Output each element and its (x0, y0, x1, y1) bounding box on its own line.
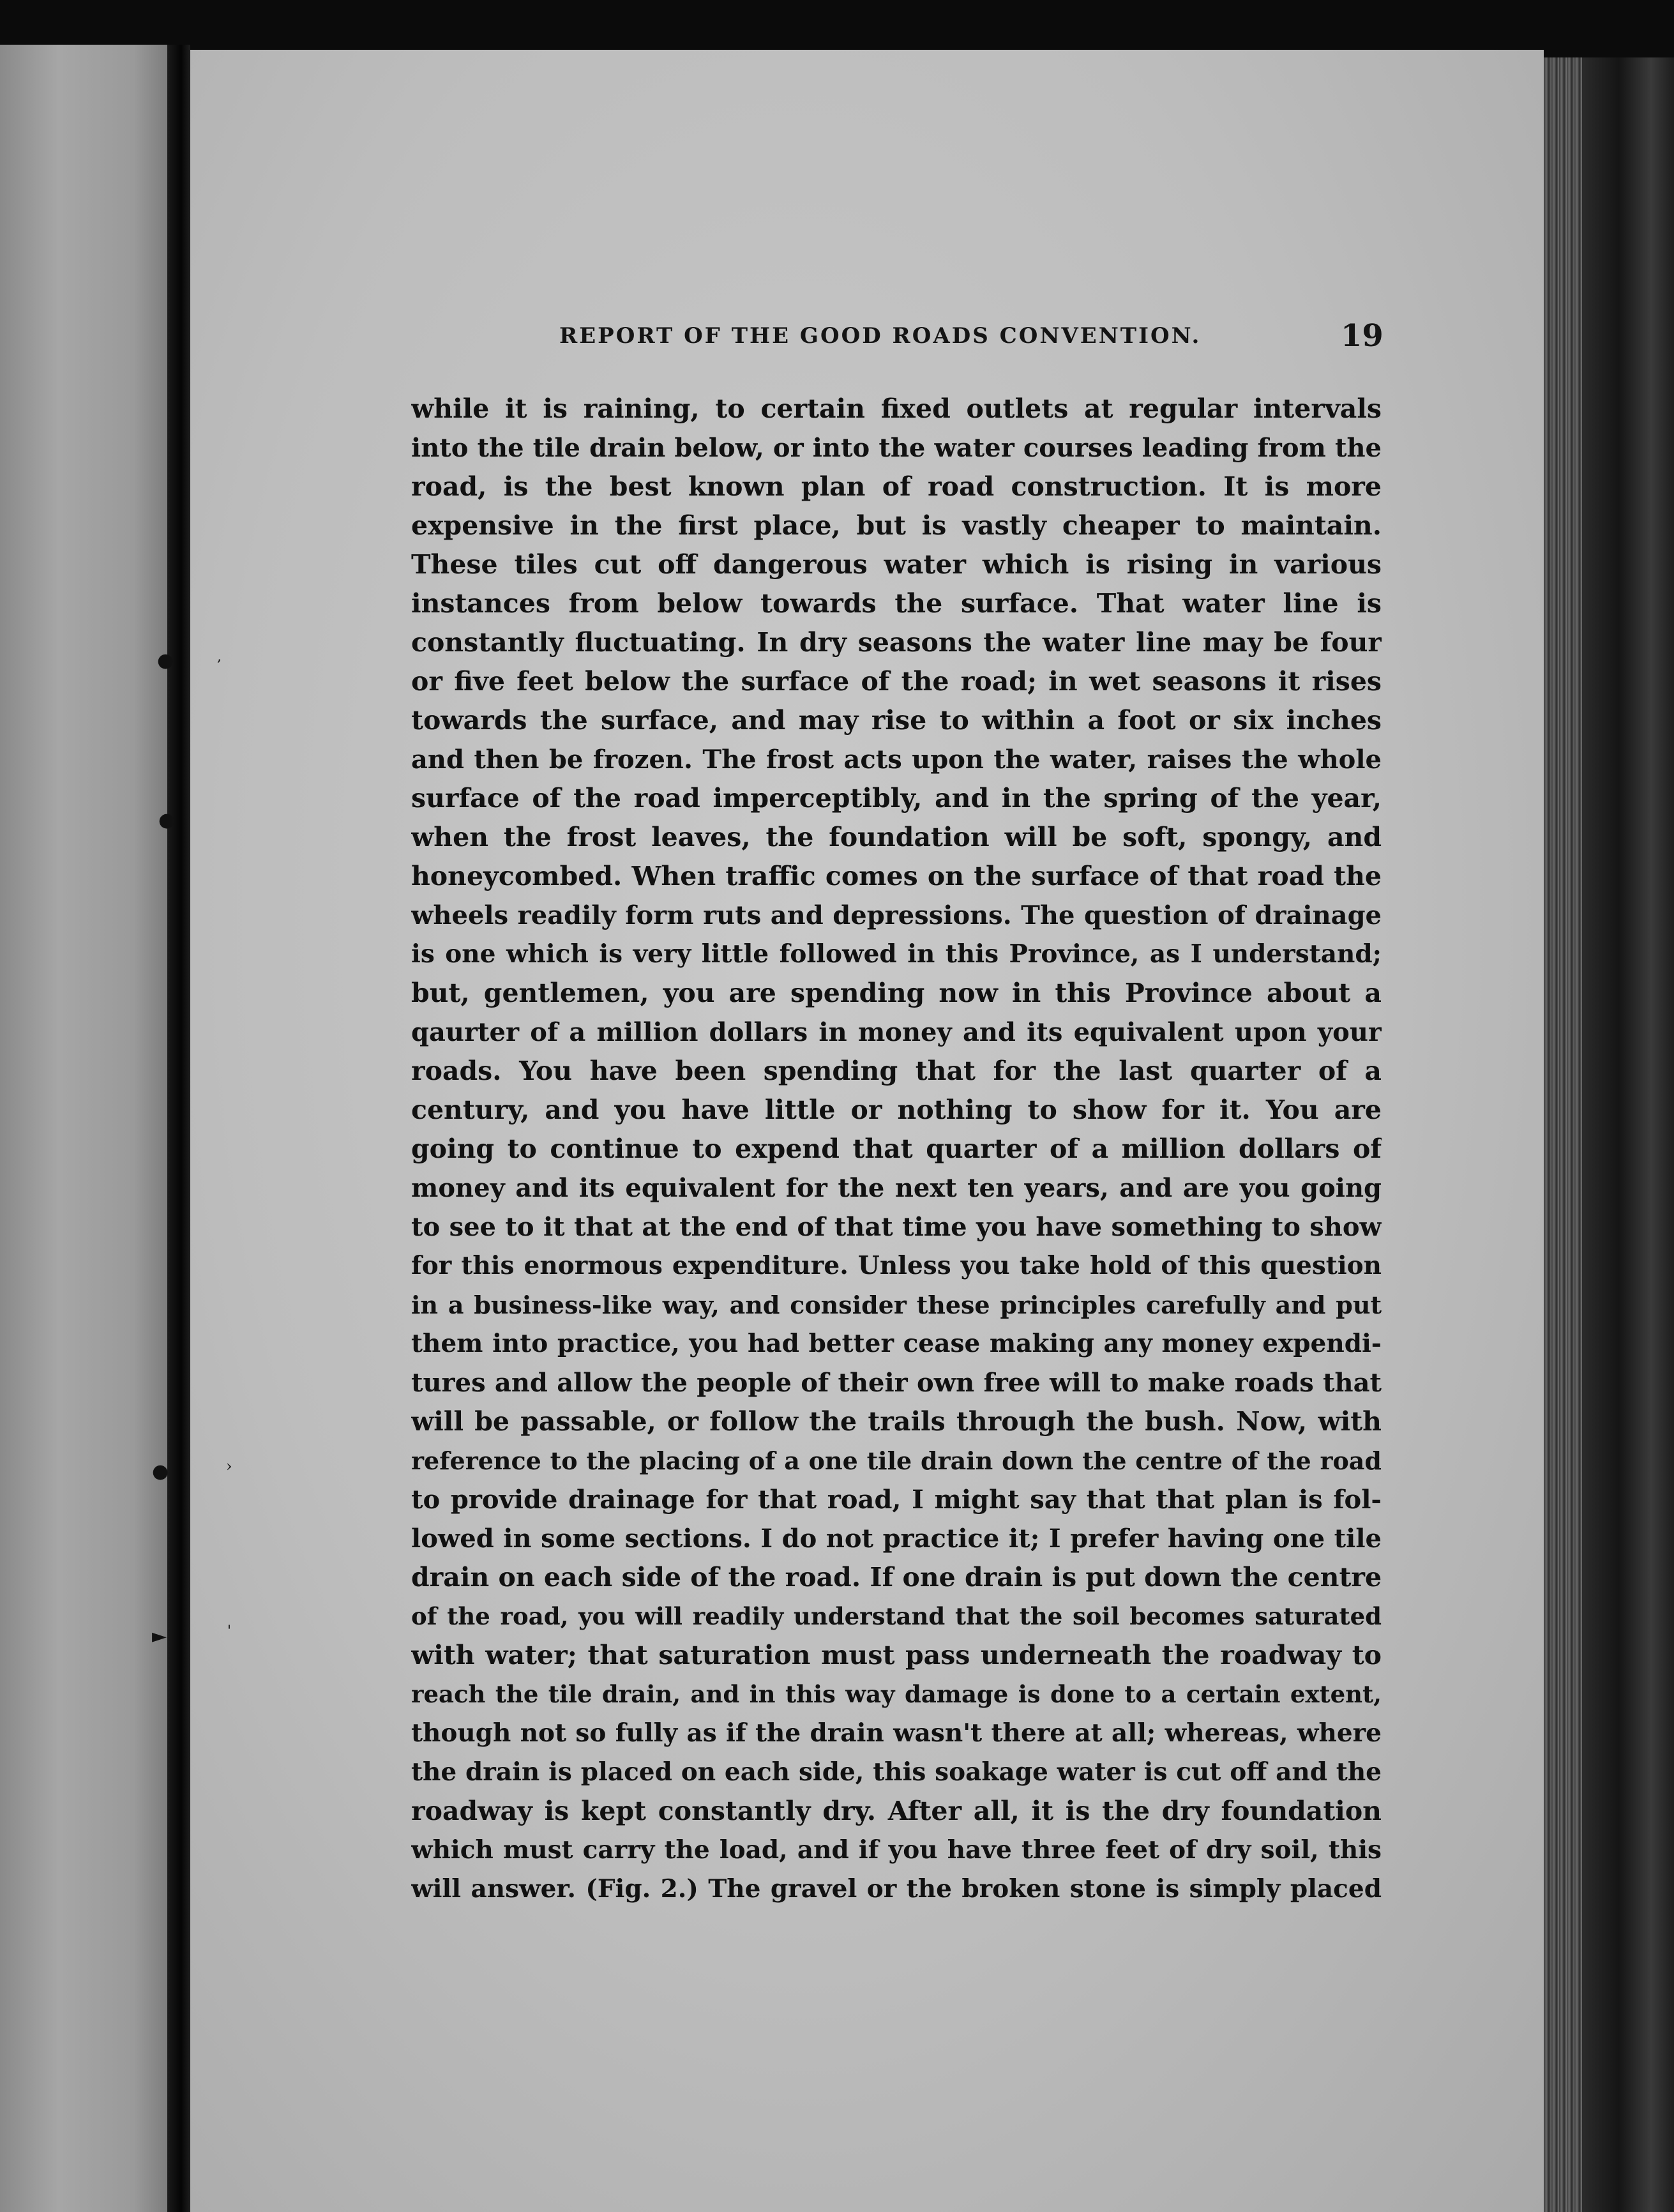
text-line: reach the tile drain, and in this way damage is done to a certain extent, (411, 1680, 1382, 1708)
page-number: 19 (1341, 318, 1384, 354)
margin-mark: › (226, 1457, 232, 1475)
text-line: roads. You have been spending that for the last quarter of a (411, 1056, 1382, 1086)
text-line: wheels readily form ruts and depressions. The question of drainage (411, 900, 1382, 930)
text-line: qaurter of a million dollars in money and its equivalent upon your (411, 1017, 1382, 1047)
margin-mark: ● (158, 809, 176, 831)
text-line: to provide drainage for that road, I might say that that plan is fol- (411, 1485, 1382, 1515)
text-line: tures and allow the people of their own free will to make roads that (411, 1368, 1382, 1398)
text-line: while it is raining, to certain fixed outlets at regular intervals (411, 393, 1382, 424)
running-title: REPORT OF THE GOOD ROADS CONVENTION. (559, 323, 1202, 349)
margin-mark: ' (227, 1623, 232, 1639)
text-line: and then be frozen. The frost acts upon the water, raises the whole (411, 745, 1382, 775)
text-line: honeycombed. When traffic comes on the surface of that road the (411, 861, 1382, 891)
text-line: lowed in some sections. I do not practice it; I prefer having one tile (411, 1524, 1382, 1554)
text-line: instances from below towards the surface. That water line is (411, 588, 1382, 619)
text-line: is one which is very little followed in this Province, as I understand; (411, 939, 1382, 969)
text-line: constantly fluctuating. In dry seasons the water line may be four (411, 627, 1382, 658)
text-line: money and its equivalent for the next ten years, and are you going (411, 1173, 1382, 1203)
text-line: These tiles cut off dangerous water which is rising in various (411, 549, 1382, 580)
text-line: towards the surface, and may rise to within a foot or six inches (411, 705, 1382, 736)
text-line: for this enormous expenditure. Unless you take hold of this question (411, 1251, 1382, 1280)
text-line: which must carry the load, and if you have three feet of dry soil, this (411, 1835, 1382, 1865)
margin-mark: ● (157, 649, 174, 672)
text-line: but, gentlemen, you are spending now in this Province about a (411, 978, 1382, 1008)
text-line: the drain is placed on each side, this soakage water is cut off and the (411, 1757, 1382, 1787)
text-line: road, is the best known plan of road construction. It is more (411, 471, 1382, 502)
text-line: will answer. (Fig. 2.) The gravel or the broken stone is simply placed (411, 1874, 1382, 1904)
text-line: or five feet below the surface of the road; in wet seasons it rises (411, 666, 1382, 697)
text-line: going to continue to expend that quarter of a million dollars of (411, 1133, 1382, 1164)
text-line: though not so fully as if the drain wasn't there at all; whereas, where (411, 1718, 1382, 1748)
text-line: will be passable, or follow the trails through the bush. Now, with (411, 1406, 1382, 1437)
text-line: roadway is kept constantly dry. After all, it is the dry foundation (411, 1796, 1382, 1826)
book-gutter (167, 45, 190, 2212)
text-line: into the tile drain below, or into the water courses leading from the (411, 433, 1382, 463)
text-line: in a business-like way, and consider these principles carefully and put (411, 1291, 1382, 1319)
text-line: them into practice, you had better cease making any money expendi- (411, 1329, 1382, 1358)
previous-page-edge (0, 45, 167, 2212)
page-stack-edge (1544, 57, 1582, 2212)
scan-right-border (1582, 57, 1674, 2212)
text-line: of the road, you will readily understand that the soil becomes saturated (411, 1602, 1382, 1630)
margin-mark: ● (152, 1460, 169, 1483)
running-head (559, 318, 1479, 356)
text-line: expensive in the first place, but is vastly cheaper to maintain. (411, 510, 1382, 541)
text-line: surface of the road imperceptibly, and in the spring of the year, (411, 783, 1382, 814)
margin-mark: ► (152, 1625, 167, 1648)
margin-mark: , (217, 649, 222, 665)
text-line: century, and you have little or nothing to show for it. You are (411, 1095, 1382, 1125)
text-line: drain on each side of the road. If one drain is put down the centre (411, 1562, 1382, 1593)
text-line: reference to the placing of a one tile drain down the centre of the road (411, 1446, 1382, 1475)
text-line: when the frost leaves, the foundation will be soft, spongy, and (411, 822, 1382, 852)
text-line: with water; that saturation must pass underneath the roadway to (411, 1640, 1382, 1670)
text-line: to see to it that at the end of that time you have something to show (411, 1212, 1382, 1242)
body-paragraph (411, 390, 1382, 1909)
